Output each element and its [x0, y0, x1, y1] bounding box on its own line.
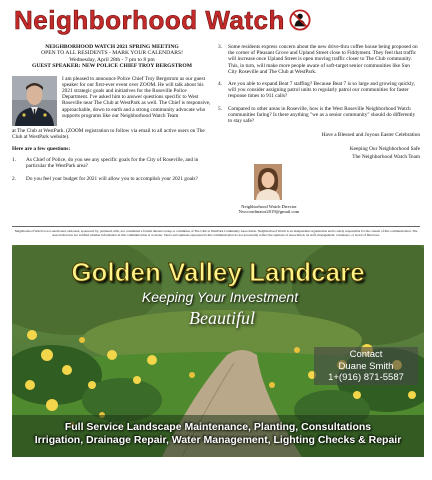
masthead [14, 6, 418, 34]
question-text: As Chief of Police, do you see any specific goals for the City of Roseville, and in particular the WestPark area? [26, 157, 199, 170]
director-photo [254, 164, 282, 200]
questions-list [12, 157, 212, 182]
ad-tagline: Keeping Your Investment [141, 289, 299, 305]
contact-label: Contact [349, 349, 383, 360]
question-number: 3. [218, 44, 222, 50]
question-text: Do you feel your budget for 2021 will allow you to accomplish your 2021 goals? [26, 175, 198, 182]
masthead-title: Neighborhood Watch [14, 5, 285, 35]
list-item [12, 157, 212, 169]
question-number: 5. [218, 105, 222, 112]
services-line: Irrigation, Drainage Repair, Water Management, Lighting Checks & Repair [34, 433, 402, 446]
left-column [12, 44, 212, 188]
question-number: 2. [12, 175, 16, 182]
intro-body: I am pleased to announce Police Chief Troy Bergstrom as our guest speaker for our first-ever event over ZOOM. He will talk about his 2021 strategic goals and initiatives for the Roseville Police Department. I've asked him to answer questions specific to West Roseville near The Club at WestPark as well. The Chief is responsive, approachable, down to earth and a strong community advocate who supports programs like our Neighborhood Watch Team [62, 75, 211, 119]
right-column [218, 44, 420, 215]
guest-speaker: GUEST SPEAKER: NEW POLICE CHIEF TROY BERGSTROM [32, 63, 192, 70]
question-number: 4. [218, 81, 222, 88]
director-email: Nwcoordinator2019@gmail.com [238, 209, 300, 215]
contact-phone: 1+(916) 871-5587 [328, 372, 404, 383]
list-item [218, 81, 420, 100]
neighborhood-watch-logo-icon [289, 9, 311, 31]
services-line: Full Service Landscape Maintenance, Planting, Consultations [64, 421, 372, 433]
contact-name: Duane Smith [338, 360, 394, 372]
list-item [12, 176, 212, 182]
closing-block [218, 132, 420, 160]
closing-signature: The Neighborhood Watch Team [352, 153, 420, 160]
meeting-header [12, 44, 212, 70]
services-list [12, 421, 424, 446]
question-text: Are you able to expand Beat 7 staffing? Because Beat 7 is so large and growing quickly, will you consider assigning patrol units to regularly patrol our communities for faster response times to 911 calls? [228, 81, 416, 100]
meeting-title: NEIGHBORHOOD WATCH 2021 SPRING MEETING [45, 44, 179, 50]
director-signature [230, 204, 308, 215]
police-chief-photo [12, 76, 57, 126]
easter-greeting: Have a Blessed and Joyous Easter Celebration [321, 132, 420, 139]
contact-box [314, 347, 418, 385]
question-text: Some residents express concern about the new drive-thru coffee house being proposed on the corner of Pleasant Grove and Upland Street close to Fiddyment. They feel that traffic will increase once Upland Street is open moving traffic closer to The Club community. This, in turn, will make more people aware of soft-target senior communities like Sun City Roseville and The Club at WestPark. [228, 44, 418, 75]
meeting-open: OPEN TO ALL RESIDENTS - MARK YOUR CALENDARS! [41, 50, 183, 57]
director-title: Neighborhood Watch Director [241, 204, 297, 209]
disclaimer: Neighborhood Watch is not sanctioned, endorsed, sponsored by, partnered with, nor considered a formal interest Group or committee of The Club at WestPark Community Association. Neighborhood Watch is an independent organization and is solely responsible for the content of this communication. The Association has not verified whether information in this communication is accurate. Views and opinions expressed in this communication do not necessarily reflect the opinions of Association, its staff, management, volunteers, or board of Directors. [12, 226, 420, 237]
closing-line: Keeping Our Neighborhood Safe [349, 146, 420, 153]
meeting-date: Wednesday, April 28th - 7 pm to 8 pm [69, 56, 155, 63]
list-item [218, 44, 420, 75]
golden-valley-ad [12, 245, 424, 457]
questions-heading: Here are a few questions: [12, 146, 71, 153]
ad-title: Golden Valley Landcare [71, 257, 365, 287]
question-text: Compared to other areas in Roseville, how is the West Roseville Neighborhood Watch communities faring? Is there anything "we as a senior community" should do differently to stay safe? [228, 105, 416, 125]
list-item [218, 106, 420, 125]
intro-section [12, 76, 212, 140]
intro-tail: at The Club at WestPark. (ZOOM registration to follow via email to all active users on The Club at WestPark website). [12, 127, 205, 140]
ad-beautiful: Beautiful [189, 308, 255, 328]
question-number: 1. [12, 157, 16, 164]
